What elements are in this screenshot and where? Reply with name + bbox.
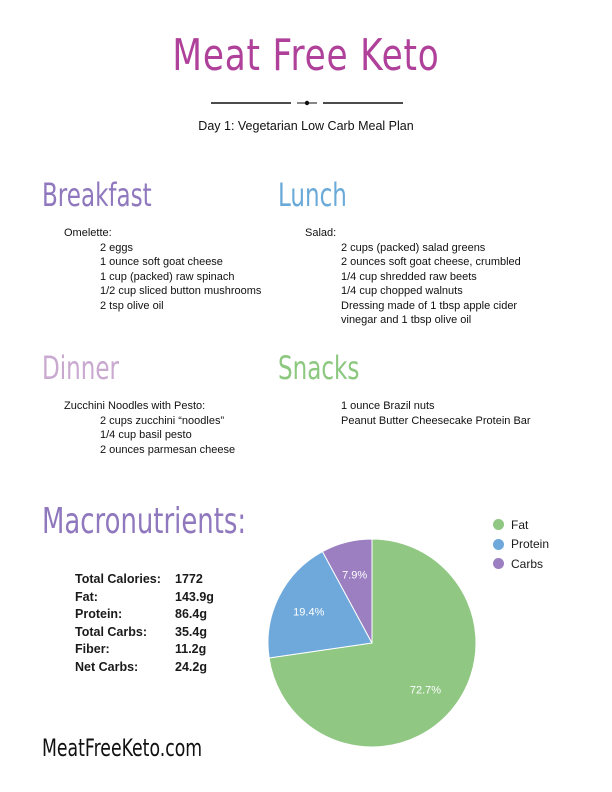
macro-stat-label: Fat:: [75, 589, 98, 604]
macro-stat-value: 24.2g: [175, 659, 207, 674]
lunch-item: 2 ounces soft goat cheese, crumbled: [341, 256, 521, 268]
macro-stat-value: 143.9g: [175, 589, 214, 604]
macro-stat-row: [75, 641, 214, 659]
dinner-heading: Dinner: [42, 349, 119, 387]
breakfast-item: 1 cup (packed) raw spinach: [100, 270, 235, 283]
legend-label: Carbs: [511, 556, 544, 571]
macro-stat-row: [75, 571, 214, 589]
dinner-item: 2 cups zucchini “noodles”: [100, 414, 225, 427]
macro-stat-value: 86.4g: [175, 607, 207, 621]
lunch-item: 1/4 cup shredded raw beets: [341, 270, 477, 283]
macro-stat-row: [75, 659, 214, 677]
legend-item-carbs: [493, 554, 549, 574]
pie-label-carbs: 7.9%: [342, 569, 368, 582]
macro-stat-label: Total Carbs:: [75, 624, 147, 639]
page-subtitle: Day 1: Vegetarian Low Carb Meal Plan: [198, 119, 414, 133]
pie-label-fat: 72.7%: [409, 684, 442, 697]
lunch-item: vinegar and 1 tbsp olive oil: [341, 314, 472, 326]
breakfast-heading: Breakfast: [42, 176, 152, 214]
breakfast-content: [64, 226, 261, 313]
legend-swatch: [493, 558, 504, 569]
breakfast-item: 2 tsp olive oil: [100, 299, 164, 312]
legend-item-fat: [493, 515, 549, 535]
legend-item-protein: [493, 535, 549, 555]
page-title: Meat Free Keto: [172, 30, 440, 81]
snacks-items: [341, 399, 531, 428]
breakfast-items: [64, 241, 261, 314]
snacks-content: [341, 399, 531, 428]
chart-legend: [493, 515, 549, 574]
snacks-item: Peanut Butter Cheesecake Protein Bar: [341, 414, 531, 427]
legend-swatch: [493, 539, 504, 550]
legend-label: Protein: [511, 537, 550, 552]
macro-stat-label: Net Carbs:: [75, 659, 139, 674]
dinner-content: [64, 399, 235, 457]
macro-stat-label: Fiber:: [75, 642, 110, 656]
dinner-item: 2 ounces parmesan cheese: [100, 443, 236, 456]
breakfast-dish: Omelette:: [64, 227, 112, 239]
dinner-items: [64, 414, 235, 458]
lunch-items: [305, 241, 521, 328]
legend-swatch: [493, 519, 504, 530]
snacks-item: 1 ounce Brazil nuts: [341, 400, 435, 412]
macro-stat-row: [75, 589, 214, 607]
macro-stat-value: 11.2g: [175, 642, 207, 656]
macros-pie-chart: [262, 533, 482, 753]
lunch-dish: Salad:: [305, 227, 337, 239]
lunch-item: 1/4 cup chopped walnuts: [341, 285, 463, 297]
dinner-item: 1/4 cup basil pesto: [100, 429, 192, 441]
lunch-heading: Lunch: [278, 176, 347, 214]
lunch-content: [305, 226, 521, 328]
pie-label-protein: 19.4%: [293, 606, 325, 619]
breakfast-item: 2 eggs: [100, 241, 134, 254]
macros-heading: Macronutrients:: [42, 501, 247, 542]
macro-stats-table: [75, 571, 214, 676]
legend-label: Fat: [511, 517, 529, 532]
dinner-dish: Zucchini Noodles with Pesto:: [64, 400, 206, 412]
macro-stat-row: [75, 606, 214, 624]
macro-stat-value: 1772: [175, 572, 203, 586]
footer-site[interactable]: MeatFreeKeto.com: [42, 734, 203, 762]
lunch-item: 2 cups (packed) salad greens: [341, 241, 486, 254]
breakfast-item: 1/2 cup sliced button mushrooms: [100, 285, 262, 297]
lunch-item: Dressing made of 1 tbsp apple cider: [341, 299, 518, 312]
macro-stat-label: Total Calories:: [75, 572, 161, 586]
breakfast-item: 1 ounce soft goat cheese: [100, 256, 223, 268]
snacks-heading: Snacks: [278, 349, 360, 387]
macro-stat-label: Protein:: [75, 607, 123, 621]
macro-stat-row: [75, 624, 214, 642]
macro-stat-value: 35.4g: [175, 624, 207, 639]
title-divider: [211, 99, 403, 107]
